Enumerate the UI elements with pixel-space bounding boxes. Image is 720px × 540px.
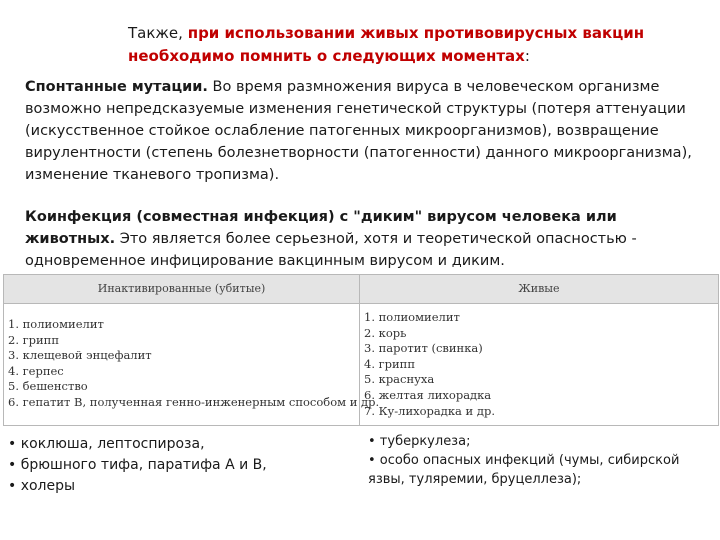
table-column-live (360, 304, 718, 425)
paragraph-coinfection (25, 206, 710, 272)
paragraph-spontaneous-mutations (25, 76, 710, 186)
list-item: 2. грипп (8, 332, 60, 347)
bullet-item: • холеры (8, 478, 76, 494)
bullet-item: • брюшного тифа, паратифа А и В, (8, 457, 267, 473)
list-item: 4. герпес (8, 363, 64, 378)
list-item: 3. клещевой энцефалит (8, 348, 152, 363)
list-item: 5. бешенство (8, 379, 88, 394)
list-item: 4. грипп (364, 356, 416, 371)
heading (128, 22, 688, 68)
list-item: 1. полиомиелит (364, 310, 460, 324)
heading-highlight: при использовании живых противовирусных вакцин необходимо помнить о следующих моментах (128, 24, 645, 65)
paragraph-lead: Коинфекция (совместная инфекция) с "диким" вирусом человека или животных. (25, 209, 617, 247)
list-item: 6. желтая лихорадка (364, 387, 492, 402)
bullet-list-left (8, 434, 348, 497)
heading-suffix: : (524, 47, 530, 65)
paragraph-body: Это является более серьезной, хотя и теоретической опасностью - одновременное инфицирование вакцинным вирусом и диким. (25, 231, 637, 269)
list-item: 6. гепатит В, полученная генно-инженерным способом и др. (8, 394, 380, 409)
list-item: 7. Ку-лихорадка и др. (364, 403, 495, 418)
list-item: 5. краснуха (364, 372, 435, 387)
heading-prefix: Также, (128, 24, 188, 42)
list-item: 3. паротит (свинка) (364, 341, 483, 356)
bullet-item: • коклюша, лептоспироза, (8, 436, 205, 452)
paragraph-lead: Спонтанные мутации. (25, 79, 208, 95)
table-header-inactivated: Инактивированные (убитые) (4, 275, 360, 304)
list-item: 1. полиомиелит (8, 317, 104, 331)
bullet-list-right (368, 432, 713, 489)
bullet-item: • туберкулеза; (368, 434, 471, 449)
table-header-live: Живые (360, 275, 718, 304)
list-item: 2. корь (364, 325, 407, 340)
table-column-inactivated (4, 304, 380, 425)
bullet-item: • особо опасных инфекций (чумы, сибирской язвы, туляремии, бруцеллеза); (368, 453, 680, 487)
paragraph-body: Во время размножения вируса в человеческом организме возможно непредсказуемые изменения генетической структуры (потеря аттенуации (искусственное стойкое ослабление патогенных микроорганизмов), возвращение вирулентности (степень болезнетворности (патогенности) данного микроорганизма), изменение тканевого тропизма). (25, 79, 692, 183)
vaccine-table (3, 274, 719, 426)
